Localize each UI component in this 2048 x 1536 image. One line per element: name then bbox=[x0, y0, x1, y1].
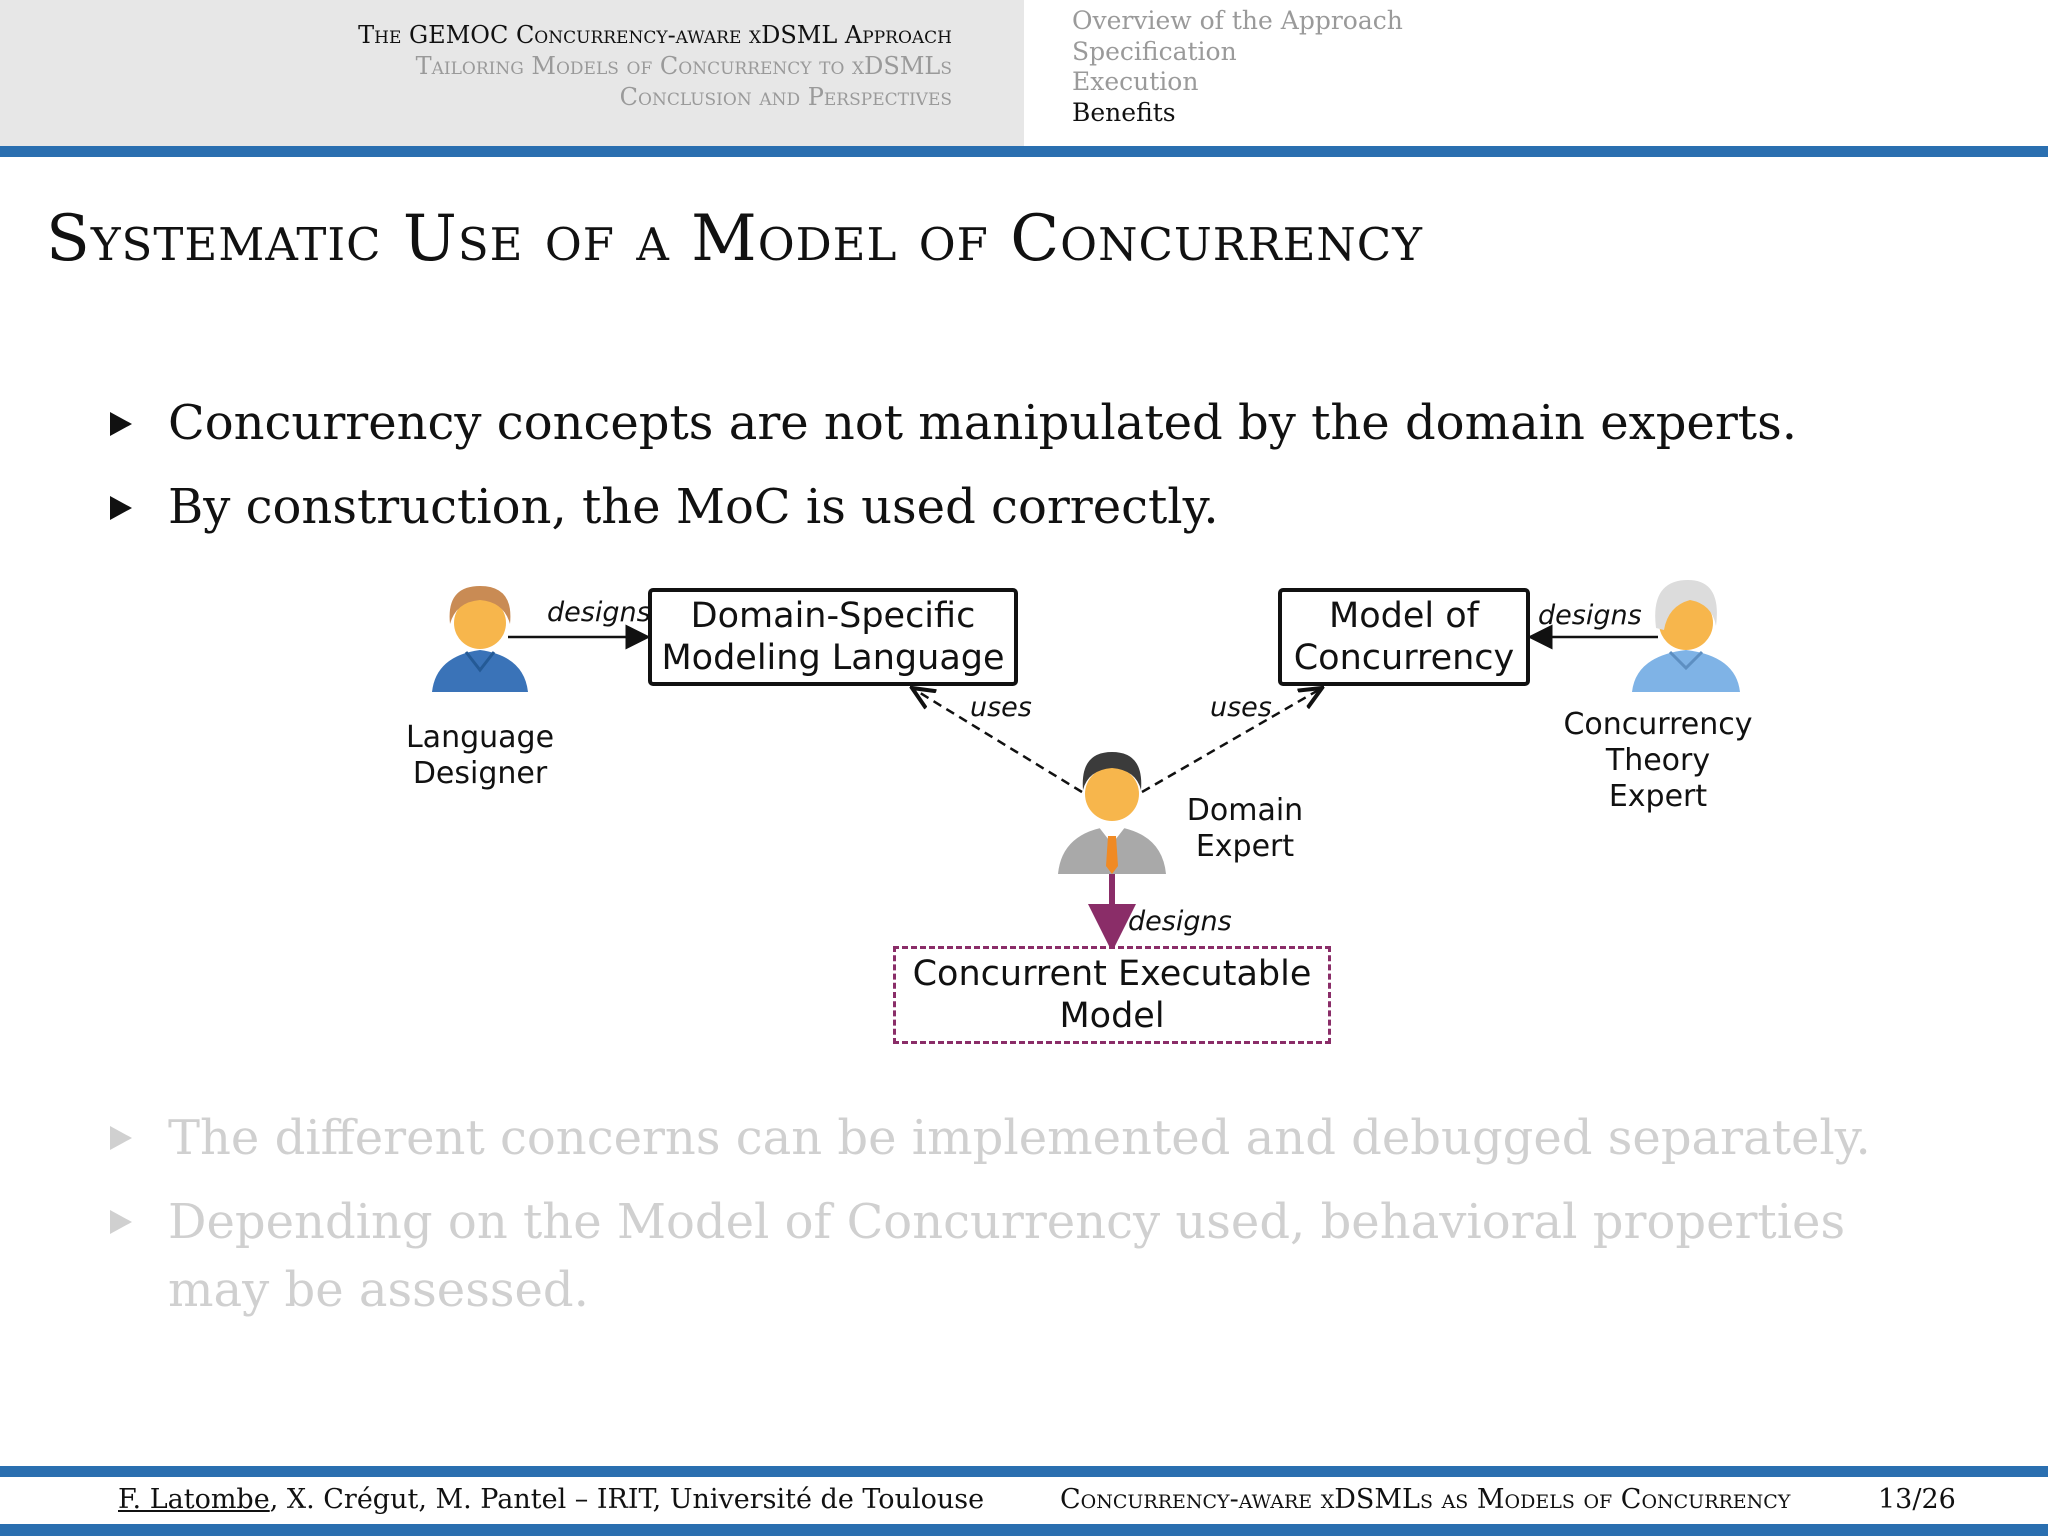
footer-divider-bottom bbox=[0, 1524, 2048, 1536]
bullet-triangle-icon bbox=[110, 1126, 132, 1150]
domain-expert-icon bbox=[1058, 752, 1166, 874]
nav-subsection-specification[interactable]: Specification bbox=[1072, 36, 1237, 66]
edge-label-designs-cem: designs bbox=[1128, 906, 1232, 937]
dsml-box bbox=[648, 588, 1018, 686]
bullet-item-faded bbox=[106, 1104, 2006, 1172]
footer-authors-rest: , X. Crégut, M. Pantel – IRIT, Université de Toulouse bbox=[269, 1484, 985, 1515]
footer-presenter-name: F. Latombe bbox=[118, 1484, 270, 1515]
bullet-text-faded: The different concerns can be implemented and debugged separately. bbox=[168, 1110, 1871, 1166]
bullet-item-faded bbox=[106, 1188, 1948, 1324]
cem-box bbox=[893, 946, 1331, 1044]
frame-title: Systematic Use of a Model of Concurrency bbox=[46, 202, 1423, 276]
moc-box bbox=[1278, 588, 1530, 686]
nav-section-conclusion[interactable]: Conclusion and Perspectives bbox=[619, 83, 952, 111]
edge-label-uses-dsml: uses bbox=[970, 692, 1032, 723]
cem-box-label: Concurrent Executable Model bbox=[912, 954, 1312, 1036]
bullet-text: By construction, the MoC is used correctly. bbox=[168, 479, 1219, 535]
footer-talk-title: Concurrency-aware xDSMLs as Models of Concurrency bbox=[1060, 1484, 1791, 1515]
bullet-text: Concurrency concepts are not manipulated by the domain experts. bbox=[168, 395, 1797, 451]
nav-subsection-benefits[interactable]: Benefits bbox=[1072, 97, 1176, 127]
nav-subsection-overview[interactable]: Overview of the Approach bbox=[1072, 6, 1403, 35]
language-designer-icon bbox=[432, 586, 528, 692]
footer-authors bbox=[118, 1484, 984, 1515]
language-designer-label: Language Designer bbox=[405, 720, 555, 791]
nav-section-tailoring[interactable]: Tailoring Models of Concurrency to xDSMLs bbox=[415, 52, 952, 80]
footer-page-number: 13/26 bbox=[1878, 1484, 1956, 1515]
bullet-text-faded: Depending on the Model of Concurrency used, behavioral properties may be assessed. bbox=[168, 1194, 1846, 1318]
domain-expert-label: Domain Expert bbox=[1186, 793, 1304, 864]
footer-divider-top bbox=[0, 1466, 2048, 1477]
nav-section-approach[interactable]: The GEMOC Concurrency-aware xDSML Approach bbox=[358, 21, 952, 49]
nav-subsection-execution[interactable]: Execution bbox=[1072, 67, 1199, 96]
edge-label-designs-moc: designs bbox=[1538, 600, 1642, 631]
bullet-triangle-icon bbox=[110, 1210, 132, 1234]
edge-label-designs-dsml: designs bbox=[547, 597, 651, 628]
concurrency-theory-expert-label: Concurrency Theory Expert bbox=[1563, 707, 1753, 814]
edge-label-uses-moc: uses bbox=[1210, 692, 1272, 723]
dsml-box-label: Domain-Specific Modeling Language bbox=[661, 596, 1005, 678]
moc-box-label: Model of Concurrency bbox=[1293, 596, 1515, 678]
bullet-list-upcoming bbox=[106, 1104, 2006, 1324]
